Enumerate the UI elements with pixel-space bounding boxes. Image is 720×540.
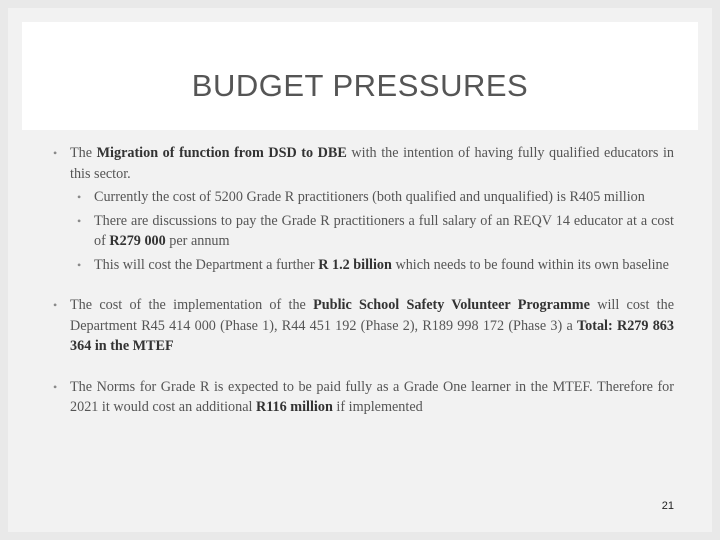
sub-bullet-current-cost: • Currently the cost of 5200 Grade R practitioners (both qualified and unqualified) is R405 million <box>73 187 674 208</box>
bullet-dot-icon: • <box>53 146 58 160</box>
title-box <box>22 22 698 130</box>
bullet-migration: • The Migration of function from DSD to DBE with the intention of having fully qualified educators in this sector. <box>53 145 675 182</box>
bullet-dot-icon: • <box>77 213 82 228</box>
bullet-dot-icon: • <box>53 379 58 394</box>
slide-body <box>52 143 674 418</box>
bullet-safety-programme: • The cost of the implementation of the Public School Safety Volunteer Programme will cost the Department R45 414 000 (Phase 1), R44 451 192 (Phase 2), R189 998 172 (Phase 3) a Total: R279 863 364 in the MTEF <box>53 297 674 354</box>
slide-title: BUDGET PRESSURES <box>191 68 529 103</box>
sub-bullet-full-salary: • There are discussions to pay the Grade R practitioners a full salary of an REQV 14 educator at a cost of R279 000 per annum <box>77 212 674 249</box>
bullet-dot-icon: • <box>53 298 58 312</box>
bullet-dot-icon: • <box>77 190 82 204</box>
bullet-dot-icon: • <box>77 257 82 272</box>
slide <box>8 8 712 532</box>
page-number: 21 <box>661 500 674 512</box>
bullet-norms-grade-r: • The Norms for Grade R is expected to be paid fully as a Grade One learner in the MTEF. Therefore for 2021 it would cost an additional R116 million if implemented <box>53 378 674 415</box>
sub-bullet-further-cost: • This will cost the Department a further R 1.2 billion which needs to be found within its own baseline <box>73 255 674 276</box>
